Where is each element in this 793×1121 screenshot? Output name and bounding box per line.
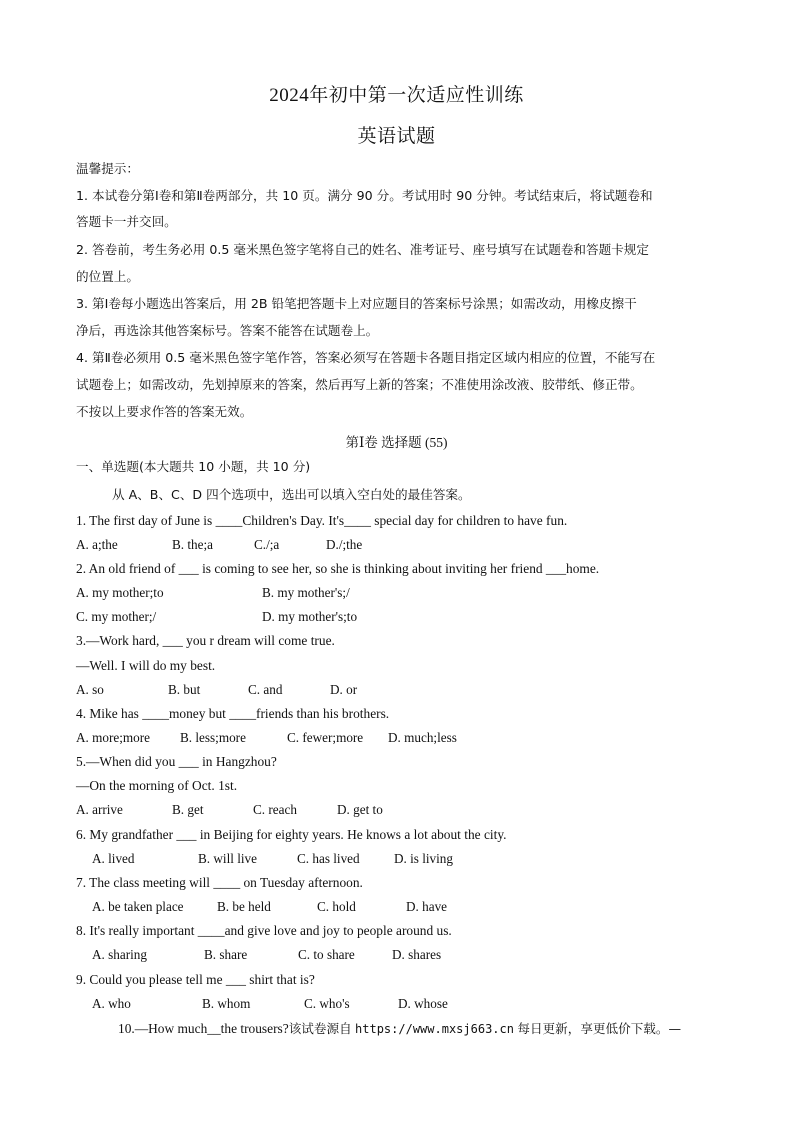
question-stem: 10.—How much__the trousers? bbox=[118, 1021, 289, 1036]
question-stem: 7. The class meeting will ____ on Tuesday afternoon. bbox=[76, 875, 363, 890]
notice-line: 答题卡一并交回。 bbox=[76, 214, 177, 229]
question-stem-with-source bbox=[118, 1020, 681, 1038]
source-url[interactable]: https://www.mxsj663.cn bbox=[355, 1022, 514, 1036]
option: C. fewer;more bbox=[287, 730, 364, 745]
option: A. sharing bbox=[92, 947, 147, 962]
section-title: 第Ⅰ卷 选择题 (55) bbox=[345, 435, 448, 450]
question-stem: 4. Mike has ____money but ____friends than his brothers. bbox=[76, 706, 390, 721]
option: C. to share bbox=[298, 947, 355, 962]
notice-line: 2. 答卷前，考生务必用 0.5 毫米黑色签字笔将自己的姓名、准考证号、座号填写在试题卷和答题卡规定 bbox=[76, 242, 649, 257]
option: A. so bbox=[76, 682, 104, 697]
option: A. lived bbox=[92, 851, 135, 866]
option: D. get to bbox=[337, 802, 383, 817]
question-stem: 6. My grandfather ___ in Beijing for eighty years. He knows a lot about the city. bbox=[76, 827, 507, 842]
option: A. arrive bbox=[76, 802, 123, 817]
option: A. my mother;to bbox=[76, 585, 164, 600]
notice-line: 3. 第Ⅰ卷每小题选出答案后，用 2B 铅笔把答题卡上对应题目的答案标号涂黑；如需改动，用橡皮擦干 bbox=[76, 296, 637, 311]
option: D. whose bbox=[398, 996, 448, 1011]
option: C./;a bbox=[254, 537, 280, 552]
source-note: 该试卷源自 bbox=[288, 1021, 352, 1036]
option: B. the;a bbox=[172, 537, 214, 552]
option: A. a;the bbox=[76, 537, 118, 552]
option: D. is living bbox=[394, 851, 453, 866]
question-stem: 8. It's really important ____and give love and joy to people around us. bbox=[76, 923, 452, 938]
option: C. hold bbox=[317, 899, 356, 914]
option: B. share bbox=[204, 947, 248, 962]
option: D. much;less bbox=[388, 730, 457, 745]
option: A. more;more bbox=[76, 730, 150, 745]
option: B. be held bbox=[217, 899, 271, 914]
notice-line: 1. 本试卷分第Ⅰ卷和第Ⅱ卷两部分，共 10 页。满分 90 分。考试用时 90 分钟。考试结束后，将试题卷和 bbox=[76, 188, 653, 203]
question-stem: 2. An old friend of ___ is coming to see her, so she is thinking about inviting her friend ___home. bbox=[76, 561, 600, 576]
option: D. my mother's;to bbox=[262, 609, 358, 624]
notice-line: 不按以上要求作答的答案无效。 bbox=[76, 404, 253, 419]
option: D./;the bbox=[326, 537, 363, 552]
option: B. but bbox=[168, 682, 201, 697]
exam-subtitle: 英语试题 bbox=[357, 126, 436, 147]
notice-heading: 温馨提示： bbox=[76, 161, 139, 176]
source-note-suffix: 每日更新，享更低价下载。— bbox=[517, 1021, 682, 1036]
question-stem: 3.—Work hard, ___ you r dream will come true. bbox=[76, 633, 335, 648]
option: C. has lived bbox=[297, 851, 360, 866]
option: C. and bbox=[248, 682, 283, 697]
option: C. reach bbox=[253, 802, 297, 817]
notice-line: 的位置上。 bbox=[76, 269, 139, 284]
option: A. who bbox=[92, 996, 131, 1011]
question-stem: 1. The first day of June is ____Children's Day. It's____ special day for children to have fun. bbox=[76, 513, 568, 528]
question-stem: 9. Could you please tell me ___ shirt that is? bbox=[76, 972, 315, 987]
option: D. or bbox=[330, 682, 358, 697]
option: B. will live bbox=[198, 851, 257, 866]
option: A. be taken place bbox=[92, 899, 184, 914]
option: B. get bbox=[172, 802, 204, 817]
notice-line: 试题卷上；如需改动，先划掉原来的答案，然后再写上新的答案；不准使用涂改液、胶带纸、修正带。 bbox=[76, 377, 643, 392]
option: D. shares bbox=[392, 947, 442, 962]
notice-line: 4. 第Ⅱ卷必须用 0.5 毫米黑色签字笔作答，答案必须写在答题卡各题目指定区域内相应的位置，不能写在 bbox=[76, 350, 656, 365]
question-stem: —On the morning of Oct. 1st. bbox=[76, 778, 238, 793]
exam-title: 2024年初中第一次适应性训练 bbox=[269, 85, 524, 106]
option: B. less;more bbox=[180, 730, 246, 745]
question-stem: 5.—When did you ___ in Hangzhou? bbox=[76, 754, 277, 769]
question-stem: —Well. I will do my best. bbox=[76, 658, 216, 673]
option: C. who's bbox=[304, 996, 350, 1011]
option: B. my mother's;/ bbox=[262, 585, 350, 600]
option: C. my mother;/ bbox=[76, 609, 157, 624]
option: B. whom bbox=[202, 996, 251, 1011]
part-instruction: 从 A、B、C、D 四个选项中，选出可以填入空白处的最佳答案。 bbox=[112, 487, 471, 502]
option: D. have bbox=[406, 899, 448, 914]
part-heading: 一、单选题(本大题共 10 小题，共 10 分) bbox=[76, 459, 311, 474]
notice-line: 净后，再选涂其他答案标号。答案不能答在试题卷上。 bbox=[76, 323, 379, 338]
